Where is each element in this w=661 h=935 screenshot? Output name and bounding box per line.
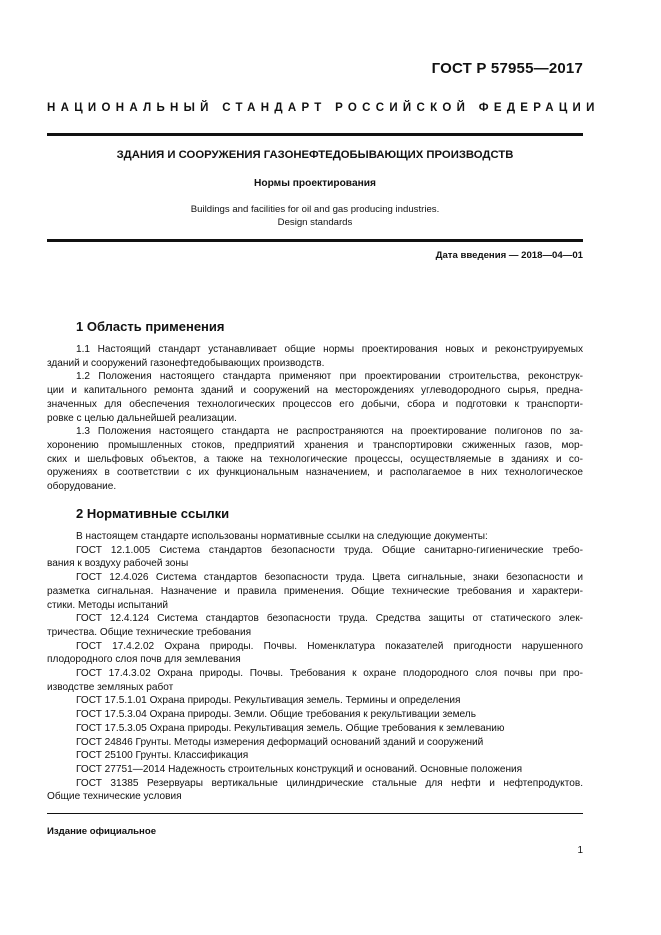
section-1-heading: 1 Область применения [76, 319, 225, 334]
para-1-3-line-3: ских и шельфовых объектов, а также на технологические процессы, осуществляемые в зданиях и со- [47, 453, 583, 465]
reference-line: плодородного слоя почв для землевания [47, 654, 241, 666]
reference-line: В настоящем стандарте использованы нормативные ссылки на следующие документы: [76, 531, 488, 542]
reference-line: ГОСТ 17.4.2.02 Охрана природы. Почвы. Номенклатура показателей пригодности нарушенного [76, 640, 583, 652]
reference-line: Общие технические условия [47, 791, 182, 803]
english-title-line-2: Design standards [277, 217, 353, 228]
page-number: 1 [577, 845, 583, 856]
national-standard-banner: НАЦИОНАЛЬНЫЙ СТАНДАРТ РОССИЙСКОЙ ФЕДЕРАЦИИ [47, 102, 600, 114]
reference-line: ГОСТ 12.1.005 Система стандартов безопасности труда. Общие санитарно-гигиенические требо- [76, 544, 583, 556]
para-1-2-line-2: ции и капитального ремонта зданий и сооружений на месторождениях углеводородного сырья, предна- [47, 385, 583, 397]
document-subtitle: Нормы проектирования [254, 178, 376, 189]
reference-line: ГОСТ 27751—2014 Надежность строительных конструкций и оснований. Основные положения [76, 763, 523, 775]
document-title: ЗДАНИЯ И СООРУЖЕНИЯ ГАЗОНЕФТЕДОБЫВАЮЩИХ ПРОИЗВОДСТВ [116, 149, 514, 161]
reference-line: ГОСТ 17.4.3.02 Охрана природы. Почвы. Требования к охране плодородного слоя почвы при про- [76, 668, 583, 680]
section-2-heading: 2 Нормативные ссылки [76, 506, 230, 521]
reference-line: вания к воздуху рабочей зоны [47, 558, 189, 570]
para-1-1-line-1: 1.1 Настоящий стандарт устанавливает общие нормы проектирования новых и реконструируемых [76, 344, 583, 355]
para-1-2-line-4: ровке с целью дальнейшей реализации. [47, 412, 237, 424]
para-1-1-line-2: зданий и сооружений газонефтедобывающих производств. [47, 357, 325, 369]
english-title [47, 203, 583, 229]
para-1-2-line-1: 1.2 Положения настоящего стандарта применяют при проектировании строительства, реконструк- [76, 371, 583, 383]
reference-line: ГОСТ 17.5.3.05 Охрана природы. Рекультивация земель. Общие требования к землеванию [76, 722, 505, 734]
reference-line: ГОСТ 17.5.3.04 Охрана природы. Земли. Общие требования к рекультивации земель [76, 709, 476, 721]
reference-line: изводстве земляных работ [47, 681, 174, 693]
reference-line: тричества. Общие технические требования [47, 626, 252, 638]
para-1-2-line-3: значенных для обеспечения технологических процессов его добычи, сбора и подготовки к транспорти- [47, 398, 583, 410]
reference-line: ГОСТ 12.4.026 Система стандартов безопасности труда. Цвета сигнальные, знаки безопасности и [76, 572, 583, 584]
header-rule [47, 133, 583, 136]
reference-line: ГОСТ 17.5.1.01 Охрана природы. Рекультивация земель. Термины и определения [76, 695, 461, 707]
section-1-body [47, 343, 583, 494]
section-2-body [47, 530, 583, 804]
reference-line: стики. Методы испытаний [47, 599, 169, 611]
para-1-3-line-1: 1.3 Положения настоящего стандарта не распространяются на проектирование полигонов по за- [76, 426, 583, 438]
reference-line: ГОСТ 25100 Грунты. Классификация [76, 750, 249, 762]
reference-line: ГОСТ 12.4.124 Система стандартов безопасности труда. Средства защиты от статического элек- [76, 613, 583, 625]
reference-line: ГОСТ 31385 Резервуары вертикальные цилиндрические стальные для нефти и нефтепродуктов. [76, 777, 583, 789]
introduction-date: Дата введения — 2018—04—01 [435, 250, 583, 261]
reference-line: ГОСТ 24846 Грунты. Методы измерения деформаций оснований зданий и сооружений [76, 736, 484, 748]
title-rule [47, 239, 583, 242]
para-1-3-line-4: оружениях в соответствии с их функциональным назначением, и располагаемое в них технологическое [47, 467, 583, 479]
english-title-line-1: Buildings and facilities for oil and gas producing industries. [190, 204, 440, 215]
para-1-3-line-2: хоронению промышленных стоков, предприятий хранения и транспортировки сжиженных газов, мор- [47, 439, 583, 451]
reference-line: разметка сигнальная. Назначение и правила применения. Общие технические требования и характери- [47, 585, 583, 597]
footer-rule [47, 813, 583, 814]
para-1-3-line-5: оборудование. [47, 481, 117, 493]
edition-label: Издание официальное [47, 826, 157, 837]
document-code: ГОСТ Р 57955—2017 [431, 60, 583, 77]
